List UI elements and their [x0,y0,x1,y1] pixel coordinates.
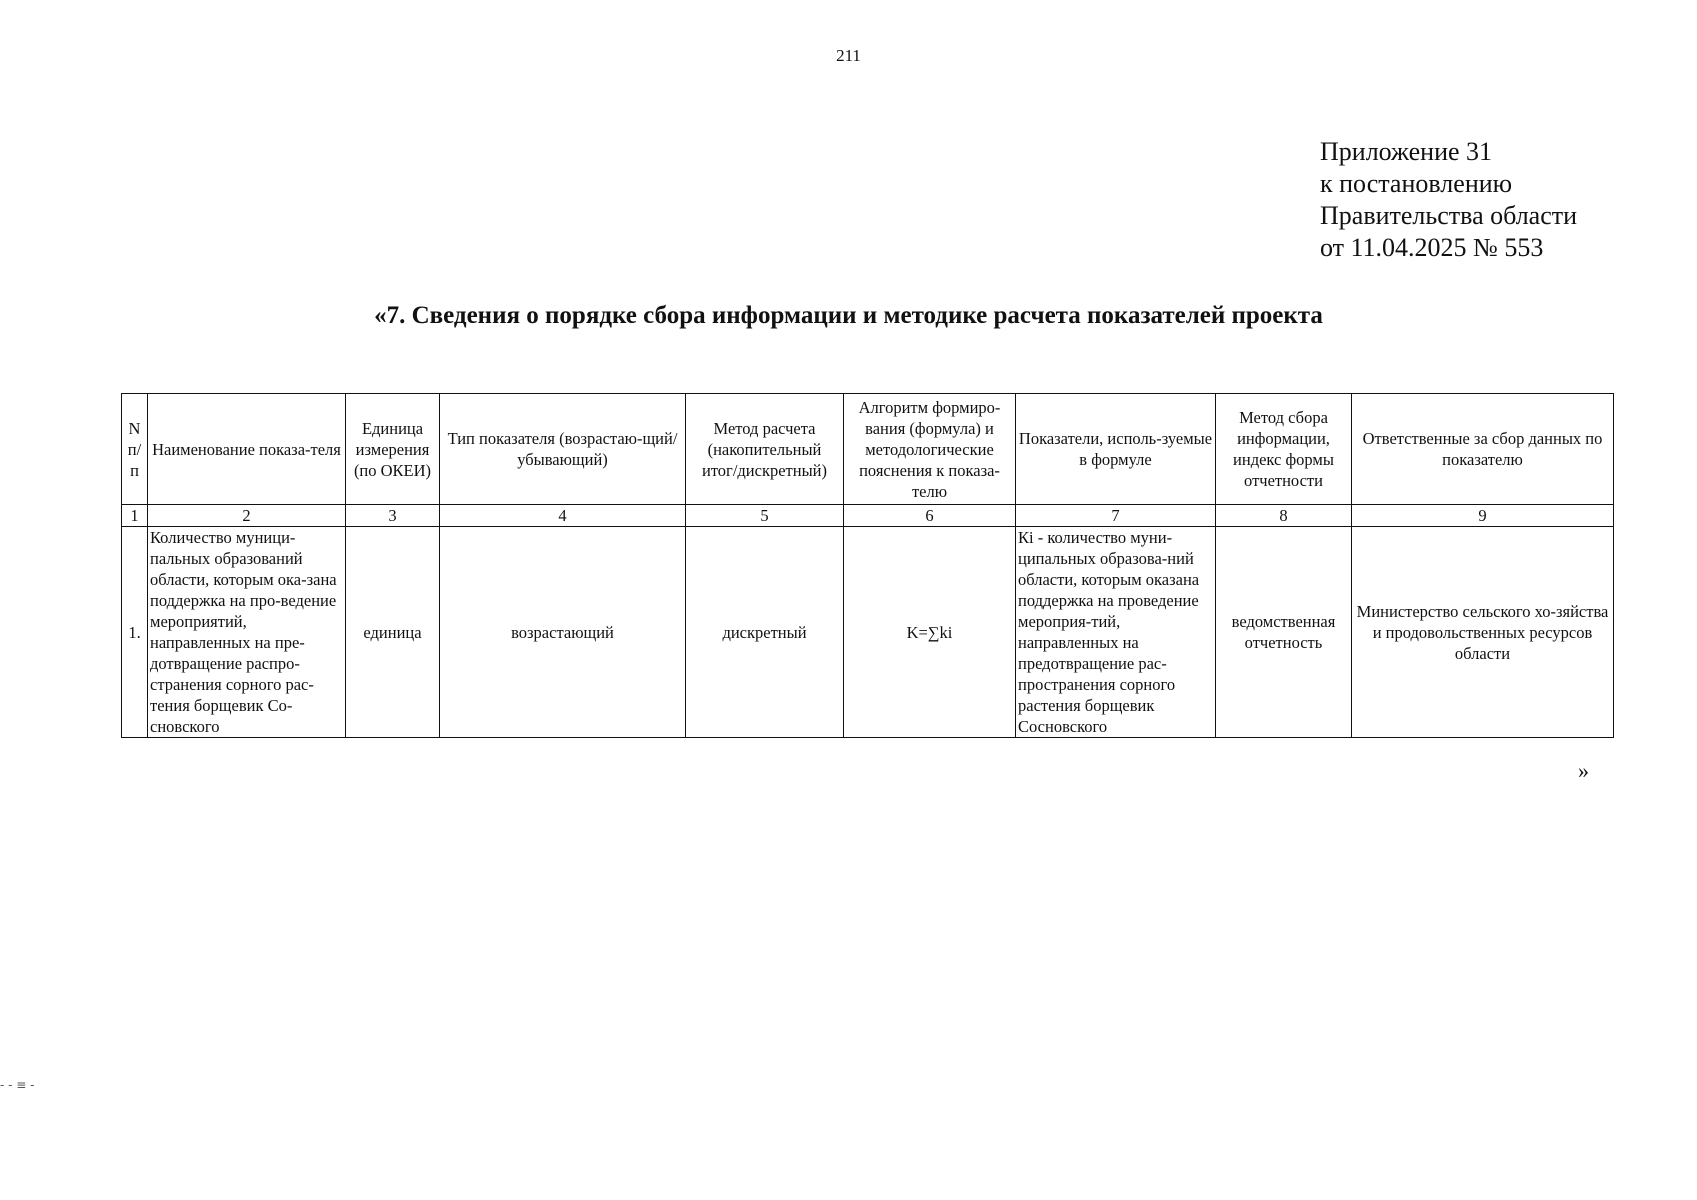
header-cell-indicators: Показатели, исполь-зуемые в формуле [1016,394,1216,505]
unit-cell: единица [346,527,440,738]
responsible-cell: Министерство сельского хо-зяйства и продовольственных ресурсов области [1352,527,1614,738]
method-cell: дискретный [686,527,844,738]
collection-method-cell: ведомственная отчетность [1216,527,1352,738]
formula-cell: K=∑ki [844,527,1016,738]
header-cell-formula: Алгоритм формиро-вания (формула) и методологические пояснения к показа-телю [844,394,1016,505]
type-cell: возрастающий [440,527,686,738]
column-number: 2 [148,505,346,527]
indicators-cell: Кi - количество муни-ципальных образова-ний области, которым оказана поддержка на проведение мероприя-тий, направленных на предотвращение рас-пространения сорного растения борщевик Сосновского [1016,527,1216,738]
indicator-name: Количество муници-пальных образований области, которым ока-зана поддержка на про-ведение мероприятий, направленных на пре-дотвращение распро-странения сорного рас-тения борщевик Со-сновского [148,527,346,738]
column-number-row [122,505,1614,527]
appendix-block [1320,136,1577,264]
column-number: 3 [346,505,440,527]
document-title: «7. Сведения о порядке сбора информации и методике расчета показателей проекта [374,302,1323,329]
table-row [122,527,1614,738]
appendix-line-1: Приложение 31 [1320,137,1493,166]
appendix-line-4: от 11.04.2025 № 553 [1320,233,1544,262]
column-number: 6 [844,505,1016,527]
header-cell-num: N п/п [122,394,148,505]
header-cell-method: Метод расчета (накопительный итог/дискретный) [686,394,844,505]
header-cell-collection: Метод сбора информации, индекс формы отчетности [1216,394,1352,505]
table-header-row [122,394,1614,505]
header-cell-name: Наименование показа-теля [148,394,346,505]
closing-quote: » [1578,758,1589,783]
scan-margin-marks: - - ≡ - [0,1078,35,1092]
column-number: 7 [1016,505,1216,527]
column-number: 9 [1352,505,1614,527]
column-number: 5 [686,505,844,527]
indicators-table [121,393,1614,738]
appendix-line-2: к постановлению [1320,169,1513,198]
header-cell-unit: Единица измерения (по ОКЕИ) [346,394,440,505]
header-cell-type: Тип показателя (возрастаю-щий/убывающий) [440,394,686,505]
column-number: 4 [440,505,686,527]
header-cell-responsible: Ответственные за сбор данных по показателю [1352,394,1614,505]
row-number: 1. [122,527,148,738]
column-number: 1 [122,505,148,527]
appendix-line-3: Правительства области [1320,201,1578,230]
page-number: 211 [836,46,861,65]
column-number: 8 [1216,505,1352,527]
